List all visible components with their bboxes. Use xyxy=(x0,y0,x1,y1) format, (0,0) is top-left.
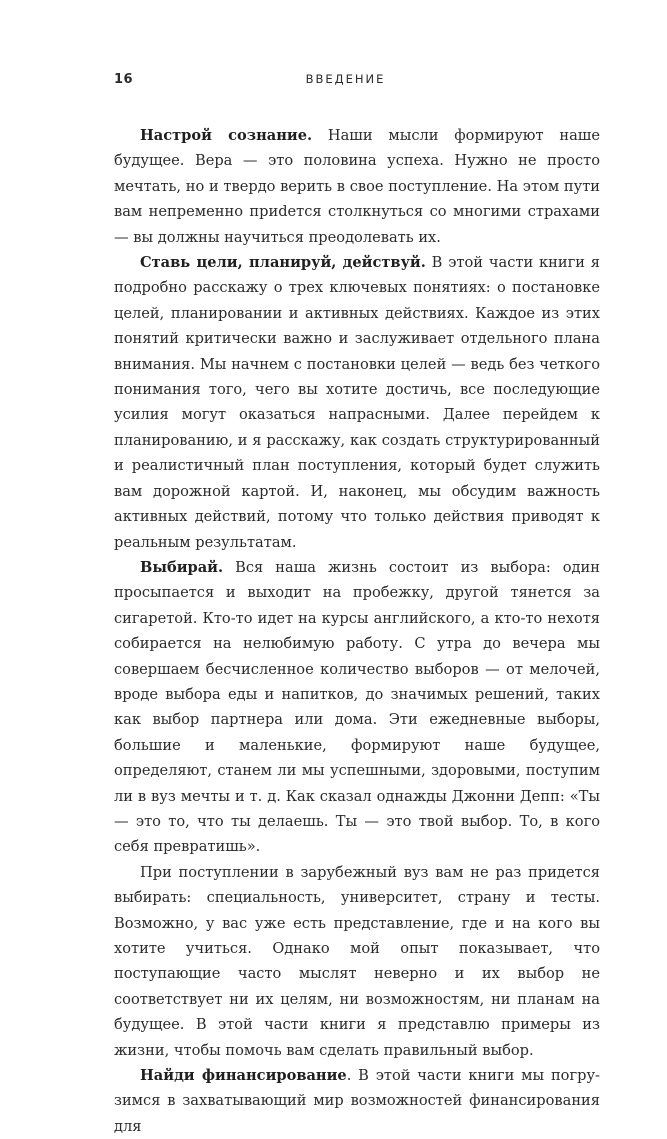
body-text xyxy=(114,123,600,1139)
page-header xyxy=(114,72,577,92)
paragraph-goals xyxy=(114,250,600,555)
running-head: ВВЕДЕНИЕ xyxy=(305,72,386,86)
paragraph-text: . В этой части книги мы погрузимся в захватывающий мир возможностей финансирования для xyxy=(114,1067,600,1135)
paragraph-mindset xyxy=(114,123,600,250)
paragraph-lead: Найди финансирование xyxy=(140,1067,347,1085)
paragraph-text: Наши мысли формируют наше будущее. Вера — это половина успеха. Нужно не просто мечтать, но и твердо верить в свое поступление. На этом пути вам непременно приdется столкнуться со многими страхами — вы должны научиться преодолевать их. xyxy=(114,127,600,246)
paragraph-funding xyxy=(114,1063,600,1139)
paragraph-lead: Настрой сознание. xyxy=(140,127,313,144)
paragraph-lead: Выбирай. xyxy=(140,558,224,576)
page-number: 16 xyxy=(114,72,134,87)
paragraph-text: В этой части книги я подробно расскажу о трех ключевых понятиях: о постановке целей, планировании и активных действиях. Каждое из этих понятий критически важно и заслуживает отдельного плана внимания. Мы начнем с постановки целей — ведь без четкого понимания того, чего вы хотите достичь, все последующие усилия могут оказаться напрасными. Далее перейдем к планированию, и я расскажу, как создать структурированный и реалистичный план поступления, который будет служить вам дорожной картой. И, наконец, мы обсудим важность активных действий, потому что только действия приводят к реальным результатам. xyxy=(114,254,601,551)
paragraph-choose xyxy=(114,555,600,860)
paragraph-lead: Ставь цели, планируй, действуй. xyxy=(140,254,426,272)
paragraph-text: Вся наша жизнь состоит из выбора: один просыпается и выходит на пробежку, другой тянется за сигаретой. Кто-то идет на курсы английского, а кто-то нехотя собирается на нелюбимую работу. С утра до вечера мы совершаем бесчисленное количество выборов — от мелочей, вроде выбора еды и напитков, до значимых решений, таких как выбор партнера или дома. Эти ежедневные выборы, большие и маленькие, формируют наше будущее, определяют, станем ли мы успешными, здоровыми, поступим ли в вуз мечты и т. д. Как сказал однажды Джонни Депп: «Ты — это то, что ты делаешь. Ты — это твой выбор. То, в кого себя превратишь». xyxy=(114,558,600,856)
paragraph-text: При поступлении в зарубежный вуз вам не раз придется выбирать: специальность, университет, страну и тесты. Возможно, у вас уже есть представление, где и на кого вы хотите учиться. Однако мой опыт показывает, что поступающие часто мыслят неверно и их выбор не соответствует ни их целям, ни возможностям, ни планам на будущее. В этой части книги я представлю примеры из жизни, чтобы помочь вам сделать правильный выбор. xyxy=(114,863,600,1059)
paragraph-admission-choice xyxy=(114,860,600,1063)
